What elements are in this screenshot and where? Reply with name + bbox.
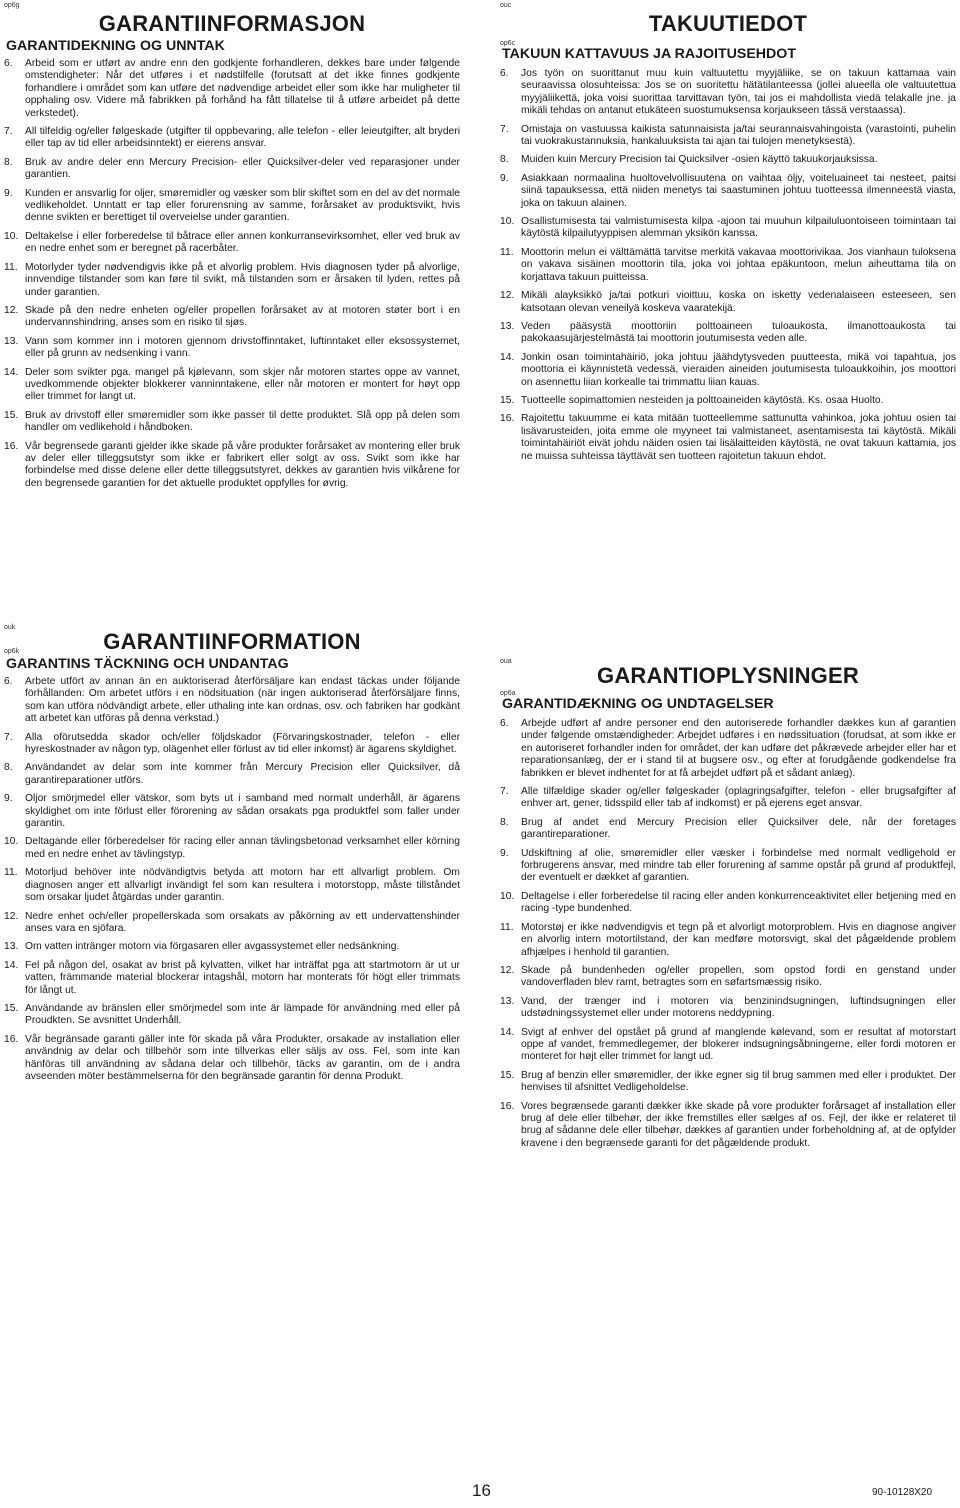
item-number: 15. xyxy=(500,1069,515,1081)
item-number: 16. xyxy=(500,413,515,425)
item-text: Tuotteelle sopimattomien nesteiden ja polttoaineiden käytöstä. Ks. osaa Huolto. xyxy=(521,394,884,406)
list-item xyxy=(4,367,460,404)
item-number: 6. xyxy=(4,58,13,69)
section-norwegian xyxy=(4,0,460,620)
item-text: Vand, der trænger ind i motoren via benzinindsugningen, luftindsugningen eller udstødningssystemet eller under motorens neddypning. xyxy=(521,995,956,1020)
item-number: 9. xyxy=(500,847,509,859)
item-number: 12. xyxy=(4,910,19,922)
list-item xyxy=(4,960,460,997)
item-text: All tilfeldig og/eller følgeskade (utgifter til oppbevaring, alle telefon - eller leieutgifter, alt bryderi eller tap av tid eller arbeidsinntekt) er eierens ansvar. xyxy=(25,126,460,150)
item-number: 11. xyxy=(4,867,18,879)
list-item xyxy=(4,793,460,830)
item-text: Brug af andet end Mercury Precision eller Quicksilver dele, når der foretages garantireparationer. xyxy=(521,816,956,841)
item-number: 8. xyxy=(4,156,13,168)
item-number: 7. xyxy=(500,123,509,135)
item-text: Användande av bränslen eller smörjmedel som inte är lämpade för användning med eller på Proudkten. Se avsnittet Underhåll. xyxy=(25,1002,460,1027)
item-text: Jonkin osan toimintahäiriö, joka johtuu jäähdytysveden puutteesta, mikä voi tapahtua, jos moottoria ei käynnistetä vedessä, vieraiden aineiden joutumisesta tuloaukkoihin, jos moottori on asennettu liian korkealle tai trimmattu liian kauas. xyxy=(521,351,956,388)
item-text: Skade på bundenheden og/eller propellen, som opstod fordi en genstand under vandoverfladen blev ramt, betragtes som en søfartsmæssig risiko. xyxy=(521,964,956,989)
item-number: 12. xyxy=(500,964,515,976)
list-item xyxy=(500,413,956,463)
item-number: 14. xyxy=(500,1026,515,1038)
list-item xyxy=(500,124,956,149)
item-number: 16. xyxy=(4,440,19,452)
list-item xyxy=(500,173,956,210)
list-item xyxy=(4,732,460,757)
item-list xyxy=(500,718,956,1156)
item-text: Vår begrensede garanti gjelder ikke skade på våre produkter forårsaket av montering eller bruk av deler eller tilleggsutstyr som ikke er fabrikert eller solgt av oss. Svikt som ikke har forbindelse med disse delene eller dette tilleggsutstyret, dekkes av garantien hvis vilkårene for den begrensede garantien for det aktuelle produktet oppfylles for øvrig. xyxy=(25,440,460,489)
item-number: 6. xyxy=(500,718,509,729)
list-item xyxy=(500,965,956,990)
item-text: Veden pääsystä moottoriin polttoaineen tuloaukosta, ilmanottoaukosta tai pakokaasujärjestelmästä tai moottorin joutumisesta veden alle. xyxy=(521,320,956,345)
list-item xyxy=(500,247,956,284)
section-code: ouc xyxy=(500,2,512,9)
item-number: 15. xyxy=(4,1002,19,1014)
item-number: 10. xyxy=(500,890,515,902)
item-number: 10. xyxy=(4,836,19,848)
list-item xyxy=(500,395,956,407)
list-item xyxy=(500,817,956,842)
item-number: 11. xyxy=(500,921,514,933)
item-text: Arbete utfört av annan än en auktoriserad återförsäljare kan endast täckas under följande förhållanden: Om arbetet utförs i en nödsituation (när ingen auktoriserad återförsäljare finns, som kan utföra nödvändigt arbete, eller uthaling inte kan ordnas, osv. och fabriken har godkänt att arbetet kan utföras på denna verkstad.) xyxy=(25,676,460,725)
list-item xyxy=(4,410,460,435)
item-text: Moottorin melun ei välttämättä tarvitse merkitä vakavaa moottorivikaa. Jos vianhaun tuloksena on vakava sisäinen moottorin tila, joka voi johtaa epäkuntoon, melun aiheuttama tila on korjattava takuun puitteissa. xyxy=(521,246,956,283)
section-subtitle: GARANTIDÆKNING OG UNDTAGELSER xyxy=(502,696,774,712)
item-text: Arbeid som er utført av andre enn den godkjente forhandleren, dekkes bare under følgende omstendigheter: Når det utføres i et nødstilfelle (forutsatt at det ikke finnes godkjente forhandlere i området som kan utføre det nødvendige arbeidet eller som ikke har muligheter til opphaling osv. Videre må fabrikken på forhånd ha fått tillatelse til å utføre arbeidet på dette verkstedet). xyxy=(25,58,460,119)
item-number: 8. xyxy=(500,154,509,166)
item-text: Oljor smörjmedel eller vätskor, som byts ut i samband med normalt underhåll, är ägarens skyldighet om inte förlust eller förorening av sådan orsakats pga produktfel som faller under garantin. xyxy=(25,793,460,830)
list-item xyxy=(4,941,460,953)
section-title: GARANTIOPLYSNINGER xyxy=(597,663,859,688)
list-item xyxy=(4,676,460,726)
list-item xyxy=(500,718,956,780)
item-text: Deler som svikter pga. mangel på kjølevann, som skjer når motoren startes oppe av vannet, uvedkommende objekter blokkerer vanninntakene, eller når motoren er montert for høyt opp eller trimmet for langt ut. xyxy=(25,366,460,403)
item-text: Motorlyder tyder nødvendigvis ikke på et alvorlig problem. Hvis diagnosen tyder på alvorlige, innvendige tilstander som kan føre til svikt, må tilstanden som er årsaken til lyden, rettes på under garantien. xyxy=(25,261,460,298)
section-code-secondary: op6c xyxy=(500,40,516,47)
item-number: 13. xyxy=(500,995,515,1007)
list-item xyxy=(500,922,956,959)
item-text: Vores begrænsede garanti dækker ikke skade på vore produkter forårsaget af installation eller brug af dele eller tilbehør, der ikke fremstilles eller sælges af os. Fejl, der ikke er relateret til brug af sådanne dele eller tilbehør, dækkes af garantien under forbeholdning af, at de opfylder kravene i den begrænsede garanti for det pågældende produkt. xyxy=(521,1100,956,1149)
item-list xyxy=(500,68,956,469)
item-number: 6. xyxy=(500,68,509,79)
item-number: 7. xyxy=(4,126,13,138)
item-text: Jos työn on suorittanut muu kuin valtuutettu myyjäliike, se on takuun kattamaa vain seuraavissa olosuhteissa: Jos se on suoritettu hätätilanteessa (jollei alueella ole valtuutettua myyjäliikettä, joka voisi suorittaa tarvittavan työn, tai jos ei mahdollista viedä telakalle jne. ja mikäli tehdas on antanut etukäteen suostumuksensa korjaukseen tässä verstaassa). xyxy=(521,68,956,117)
item-text: Nedre enhet och/eller propellerskada som orsakats av påkörning av ett undervattenshinder anses vara en sjöfara. xyxy=(25,910,460,934)
list-item xyxy=(500,352,956,389)
item-text: Bruk av andre deler enn Mercury Precision- eller Quicksilver-deler ved reparasjoner under garantien. xyxy=(25,156,460,181)
list-item xyxy=(4,126,460,151)
item-text: Arbejde udført af andre personer end den autoriserede forhandler dækkes kun af garantien under følgende omstændigheder: Arbejdet udføres i en nødssituation (forudsat, at som ikke er en autoriseret forhandler inden for området, der kan udføre det påkrævede arbejder eller har et reparationsanlæg, der er i stand til at bugsere osv., og efter at forudgående godkendelse fra fabrikken er blevet indhentet for at få arbejdet udført på et sådant anlæg). xyxy=(521,718,956,779)
item-number: 14. xyxy=(4,366,19,378)
page-number: 16 xyxy=(472,1481,491,1500)
item-number: 8. xyxy=(4,762,13,774)
list-item xyxy=(500,996,956,1021)
item-text: Motorstøj er ikke nødvendigvis et tegn på et alvorligt motorproblem. Hvis en diagnose angiver en alvorlig intern motortilstand, der kan medføre motorsvigt, skal det pågældende problem afhjælpes i henhold til garantien. xyxy=(521,921,956,958)
section-code: op6g xyxy=(4,2,20,9)
item-number: 9. xyxy=(4,187,13,199)
list-item xyxy=(4,336,460,361)
item-text: Vår begränsade garanti gäller inte för skada på våra Produkter, orsakade av installation eller användnig av delar och tillbehör som inte tillverkas eller säljs av oss. Fel, som inte kan hänföras till användning av sådana delar och tillbehör, täcks av garantin, om de i andra avseenden möter bestämmelserna för den begränsade garantin för denna Produkt. xyxy=(25,1033,460,1082)
item-number: 10. xyxy=(4,230,19,242)
list-item xyxy=(500,321,956,346)
item-list xyxy=(4,58,460,496)
section-code-secondary: op6k xyxy=(4,648,20,655)
item-number: 11. xyxy=(500,246,514,258)
item-text: Svigt af enhver del opstået på grund af manglende kølevand, som er resultat af motorstart oppe af vandet, fremmedlegemer, der blokerer indsugningsåbningerne, eller fordi motoren er monteret for højt eller trimmet for langt ud. xyxy=(521,1026,956,1063)
item-text: Alla oförutsedda skador och/eller följdskador (Förvaringskostnader, telefon - eller hyreskostnader av någon typ, olägenhet eller förlust av tid eller inkomst) är ägarens skyldighet. xyxy=(25,731,460,756)
item-text: Rajoitettu takuumme ei kata mitään tuotteellemme sattunutta vahinkoa, joka johtuu osien tai lisävarusteiden, joita emme ole myyneet tai valmistaneet, asentamisesta tai käytöstä. Mikäli toimintahäiriöt eivät johdu näiden osien tai lisälaitteiden käytöstä, ne ovat takuun kattamia, jos ne muissa suhteissa täyttävät sen tuotteen rajoitetun takuun ehdot. xyxy=(521,413,956,462)
item-text: Kunden er ansvarlig for oljer, smøremidler og væsker som blir skiftet som en del av det normale vedlikeholdet. Unntatt er tap eller forurensning av samme, forårsaket av produktsvikt, hvis denne svikten er berettiget til overveielse under garantien. xyxy=(25,187,460,224)
item-text: Osallistumisesta tai valmistumisesta kilpa -ajoon tai muuhun kilpailuluontoiseen toimintaan tai käytöstä kilpailutyyppisen alemman yksikön kanssa. xyxy=(521,216,956,240)
item-number: 14. xyxy=(4,959,19,971)
list-item xyxy=(500,1027,956,1064)
list-item xyxy=(4,188,460,225)
list-item xyxy=(500,154,956,166)
list-item xyxy=(4,762,460,787)
list-item xyxy=(500,68,956,118)
list-item xyxy=(4,157,460,182)
item-number: 9. xyxy=(4,793,13,805)
item-text: Alle tilfældige skader og/eller følgeskader (oplagringsafgifter, telefon - eller brugsafgifter af enhver art, gener, tidsspild eller tab af indkomst) er på ejerens eget ansvar. xyxy=(521,786,956,810)
section-code: oua xyxy=(500,658,512,665)
item-number: 13. xyxy=(4,335,19,347)
item-text: Vann som kommer inn i motoren gjennom drivstoffinntaket, luftinntaket eller eksossystemet, eller på grunn av nedsenking i vann. xyxy=(25,335,460,360)
item-text: Muiden kuin Mercury Precision tai Quicksilver -osien käyttö takuukorjauksissa. xyxy=(521,154,878,166)
item-text: Brug af benzin eller smøremidler, der ikke egner sig til brug sammen med eller i produktet. Der henvises til afsnittet Vedligeholdelse. xyxy=(521,1069,956,1094)
item-number: 14. xyxy=(500,351,515,363)
list-item xyxy=(4,262,460,299)
item-text: Motorljud behöver inte nödvändigtvis betyda att motorn har ett allvarligt problem. Om diagnosen anger ett allvarligt invändigt fel som kan resultera i motorstopp, måste tillståndet som orsakar ljudet åtgärdas under garantin. xyxy=(25,867,460,904)
item-number: 6. xyxy=(4,676,13,687)
list-item xyxy=(4,1003,460,1028)
list-item xyxy=(4,1034,460,1084)
item-number: 16. xyxy=(500,1100,515,1112)
list-item xyxy=(4,911,460,936)
right-column xyxy=(500,0,956,1476)
item-text: Fel på någon del, osakat av brist på kylvatten, vilket har inträffat pga att startmotorn är ut ur vatten, främmande material blockerar intagshål, motorn har monterats för högt eller trimmats för långt ut. xyxy=(25,959,460,996)
left-column xyxy=(4,0,460,1480)
item-text: Asiakkaan normaalina huoltovelvollisuutena on vaihtaa öljy, voiteluaineet tai nesteet, paitsi siinä tapauksessa, että niiden menetys tai saastuminen johtuu tuotteessa ilmenneestä viasta, joka on takuun alainen. xyxy=(521,172,956,209)
list-item xyxy=(500,848,956,885)
list-item xyxy=(4,836,460,861)
item-number: 13. xyxy=(4,941,19,953)
list-item xyxy=(500,786,956,811)
item-number: 12. xyxy=(4,304,19,316)
item-text: Deltakelse i eller forberedelse til båtrace eller annen konkurransevirksomhet, eller ved bruk av en nedre enhet som er beregnet på racerbåter. xyxy=(25,230,460,255)
item-number: 16. xyxy=(4,1033,19,1045)
item-number: 9. xyxy=(500,172,509,184)
document-number: 90-10128X20 xyxy=(872,1487,933,1498)
section-subtitle: TAKUUN KATTAVUUS JA RAJOITUSEHDOT xyxy=(502,46,796,62)
section-subtitle: GARANTINS TÄCKNING OCH UNDANTAG xyxy=(6,656,289,672)
section-finnish xyxy=(500,0,956,646)
list-item xyxy=(500,216,956,241)
item-number: 7. xyxy=(4,731,13,743)
item-number: 8. xyxy=(500,816,509,828)
list-item xyxy=(500,290,956,315)
section-swedish xyxy=(4,620,460,1480)
section-code: ouk xyxy=(4,624,16,631)
section-code-secondary: op6a xyxy=(500,690,516,697)
item-text: Deltagande eller förberedelser för racing eller annan tävlingsbetonad verksamhet eller körning med en nedre enhet av tävlingstyp. xyxy=(25,836,460,860)
section-title: TAKUUTIEDOT xyxy=(648,11,808,36)
list-item xyxy=(4,867,460,904)
item-number: 15. xyxy=(500,394,515,406)
section-title: GARANTIINFORMATION xyxy=(103,629,361,654)
item-text: Deltagelse i eller forberedelse til racing eller anden konkurrenceaktivitet eller betjening med en racing -type bundenhed. xyxy=(521,890,956,915)
item-text: Mikäli alayksikkö ja/tai potkuri vioittuu, koska on isketty vedenalaiseen esteeseen, sen katsotaan olevan veneilyä koskeva vaaratekijä. xyxy=(521,290,956,314)
section-danish xyxy=(500,646,956,1476)
item-text: Om vatten intränger motorn via förgasaren eller avgassystemet eller nedsänkning. xyxy=(25,941,400,953)
list-item xyxy=(500,1070,956,1095)
item-text: Udskiftning af olie, smøremidler eller væsker i forbindelse med normalt vedligehold er forbrugerens ansvar, med mindre tab eller forurening af samme opstår på grund af produktfejl, der eventuelt er dækket af garantien. xyxy=(521,847,956,884)
list-item xyxy=(4,441,460,491)
item-number: 10. xyxy=(500,216,515,228)
list-item xyxy=(4,231,460,256)
item-number: 15. xyxy=(4,409,19,421)
item-text: Användandet av delar som inte kommer från Mercury Precision eller Quicksilver, då garantireparationer utförs. xyxy=(25,762,460,786)
item-number: 7. xyxy=(500,786,509,798)
item-text: Omistaja on vastuussa kaikista satunnaisista ja/tai seurannaisvahingoista (varastointi, puhelin tai vuokrakustannuksia, hankaluuksista tai ajan tai tulojen menetyksestä). xyxy=(521,123,956,148)
list-item xyxy=(4,305,460,330)
item-list xyxy=(4,676,460,1089)
item-number: 11. xyxy=(4,261,18,273)
item-number: 12. xyxy=(500,290,515,302)
list-item xyxy=(500,891,956,916)
list-item xyxy=(500,1101,956,1151)
item-number: 13. xyxy=(500,320,515,332)
list-item xyxy=(4,58,460,120)
section-title: GARANTIINFORMASJON xyxy=(98,11,366,36)
item-text: Skade på den nedre enheten og/eller propellen forårsaket av at motoren støter bort i en undervannshindring, anses som en risiko til sjøs. xyxy=(25,304,460,329)
section-subtitle: GARANTIDEKNING OG UNNTAK xyxy=(6,38,225,54)
item-text: Bruk av drivstoff eller smøremidler som ikke passer til dette produktet. Slå opp på delen som handler om vedlikehold i håndboken. xyxy=(25,409,460,434)
